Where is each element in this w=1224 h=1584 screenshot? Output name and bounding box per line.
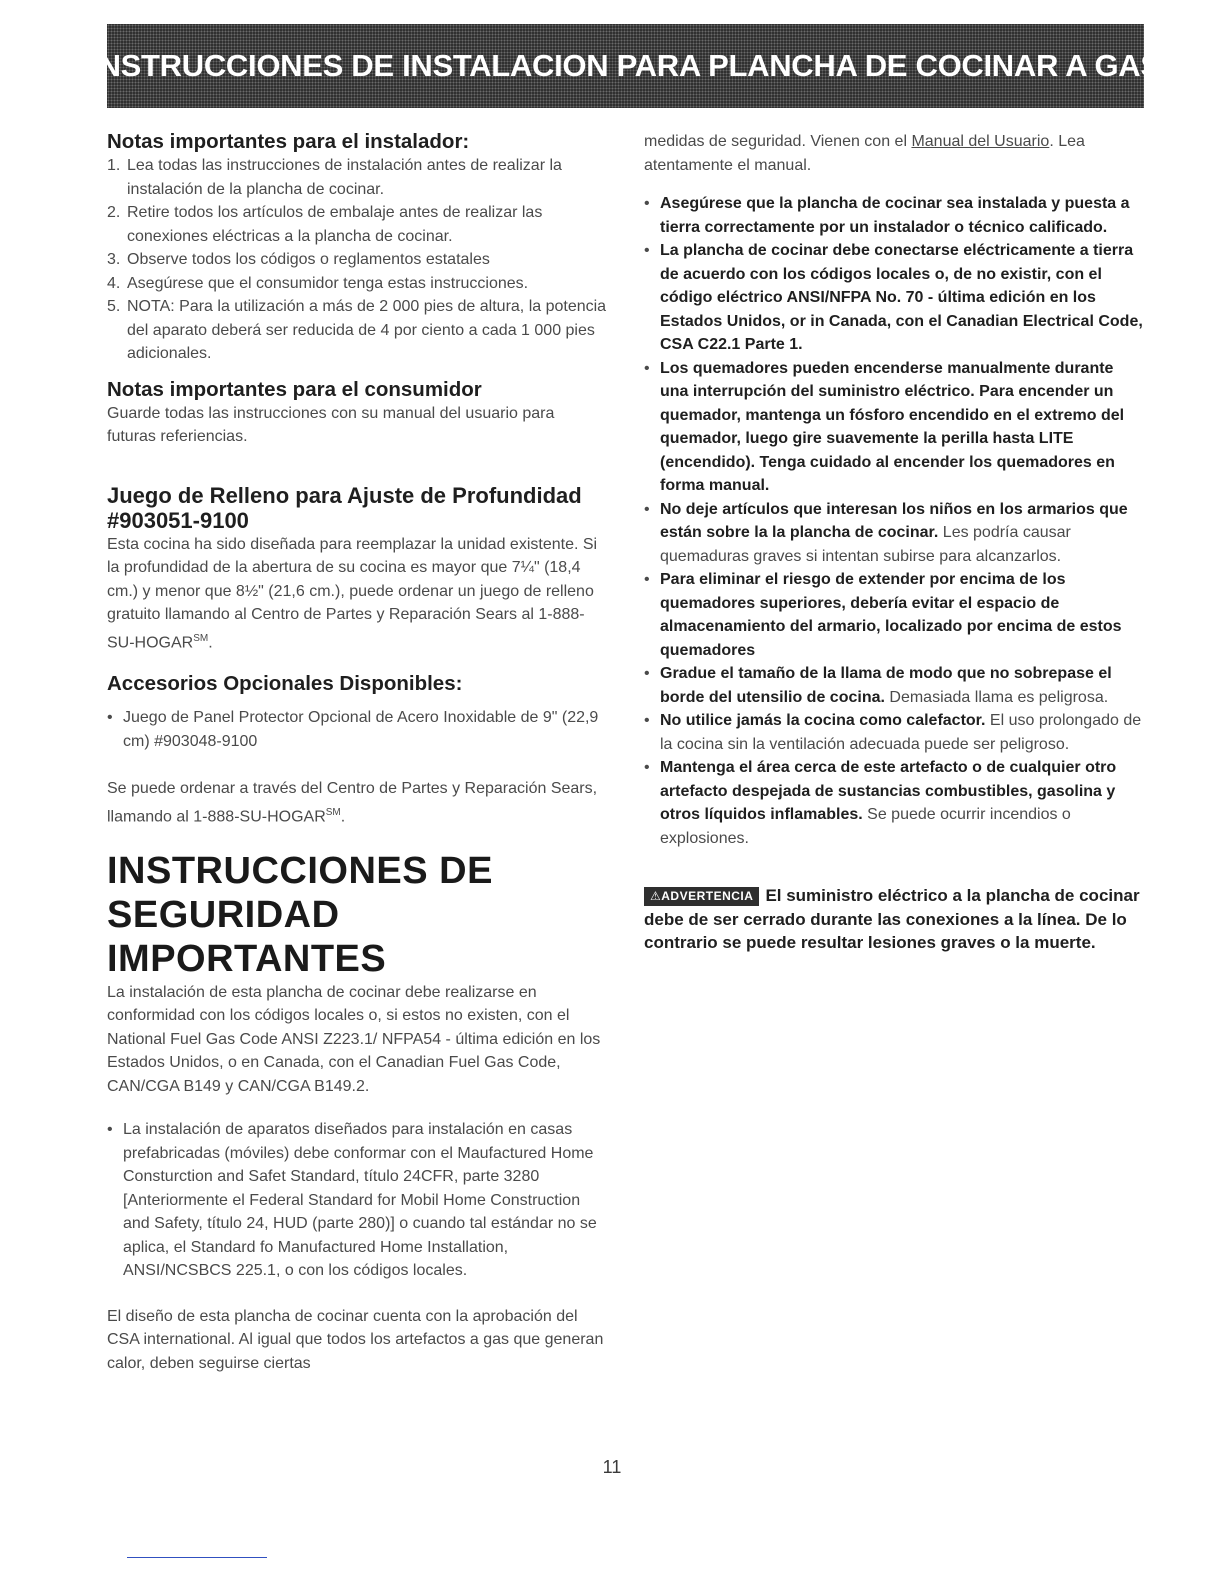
item-text: Asegúrese que el consumidor tenga estas instrucciones. xyxy=(127,274,529,292)
item-number: 4. xyxy=(107,274,121,292)
item-number: 1. xyxy=(107,157,121,174)
accessories-heading: Accesorios Opcionales Disponibles: xyxy=(107,672,463,696)
item-number: 5. xyxy=(107,298,121,315)
manual-link[interactable]: Manual del Usuario xyxy=(911,133,1050,150)
item-text: Observe todos los códigos o reglamentos estatales xyxy=(127,251,490,268)
design-text: El diseño de esta plancha de cocinar cuenta con la aprobación del CSA international. Al igual que todos los artefactos a gas que generan calor, deben seguirse ciertas xyxy=(107,1307,604,1372)
bullet-bold: No deje artículos que interesan los niños en los armarios que están sobre la la plancha de cocinar. xyxy=(660,500,1128,541)
safety-bullet-list xyxy=(644,192,1144,850)
safety-intro: La instalación de esta plancha de cocinar debe realizarse en conformidad con los códigos locales o, si estos no existen, con el National Fuel Gas Code ANSI Z223.1/ NFPA54 - última edición en los Estados Unidos, o en Canada, con el Canadian Fuel Gas Code, CAN/CGA B149 y CAN/CGA B149.2. xyxy=(107,983,601,1095)
continued-text xyxy=(644,130,1144,177)
accessories-list xyxy=(107,706,607,753)
safety-bullet xyxy=(644,756,1144,850)
fill-kit-text xyxy=(107,533,607,655)
safety-title-line2: SEGURIDAD IMPORTANTES xyxy=(107,893,387,980)
order-end: . xyxy=(340,808,346,826)
mobile-home-list xyxy=(107,1118,607,1283)
consumer-text: Guarde todas las instrucciones con su manual del usuario para futuras referiencias. xyxy=(107,404,555,445)
banner-title: INSTRUCCIONES DE INSTALACION PARA PLANCHA DE COCINAR A GAS xyxy=(90,48,1161,83)
installer-list xyxy=(107,154,607,366)
order-body: Se puede ordenar a través del Centro de Partes y Reparación Sears, llamando al 1-888-SU-HOGAR xyxy=(107,780,598,826)
list-item: • La instalación de aparatos diseñados para instalación en casas prefabricadas (móviles) debe conformar con el Maufactured Home Consturction and Safet Standard, título 24CFR, parte 3280 [Anteriormente el Federal Standard for Mobil Home Construction and Safety, título 24, HUD (parte 280)] o cuando tal estándar no se aplica, el Standard fo Manufactured Home Installation, ANSI/NCSBCS 225.1, o con los códigos locales. xyxy=(107,1118,607,1283)
list-item xyxy=(107,248,607,272)
bullet-normal: Se puede ocurrir incendios o explosiones. xyxy=(660,806,1071,847)
bullet-normal: Demasiada llama es peligrosa. xyxy=(884,688,1109,706)
list-item xyxy=(107,295,607,366)
installer-heading: Notas importantes para el instalador: xyxy=(107,130,470,153)
fill-kit-body: Esta cocina ha sido diseñada para reemplazar la unidad existente. Si la profundidad de la abertura de su cocina es mayor que 7¼" (18,4 cm.) y menor que 8½" (21,6 cm.), puede ordenar un juego de relleno gratuito llamando al Centro de Partes y Reparación Sears al 1-888-SU-HOGAR xyxy=(107,535,598,651)
item-number: 2. xyxy=(107,204,121,221)
service-mark: SM xyxy=(193,632,209,644)
warning-badge: ⚠ADVERTENCIA xyxy=(644,887,759,906)
bullet-normal: El uso prolongado de la cocina sin la ventilación adecuada puede ser peligroso. xyxy=(660,712,1142,753)
list-item xyxy=(107,272,607,296)
safety-bullet xyxy=(644,662,1144,709)
fill-kit-heading: Juego de Relleno para Ajuste de Profundidad #903051-9100 xyxy=(107,482,582,533)
right-column xyxy=(644,130,1144,955)
bullet-bold: Gradue el tamaño de la llama de modo que no sobrepase el borde del utensilio de cocina. xyxy=(660,665,1112,706)
bullet-bold: La plancha de cocinar debe conectarse eléctricamente a tierra de acuerdo con los códigos locales o, de no existir, con el código eléctrico ANSI/NFPA No. 70 - última edición en los Estados Unidos, or in Canada, con el Canadian Electrical Code, CSA C22.1 Parte 1. xyxy=(660,242,1143,353)
continued-end: . Lea atentamente el manual. xyxy=(644,133,1085,174)
bullet-bold: Los quemadores pueden encenderse manualmente durante una interrupción del suministro eléctrico. Para encender un quemador, mantenga un fósforo encendido en el extremo del quemador, luego gire suavemente la perilla hasta LITE (encendido). Tenga cuidado al encender los quemadores en forma manual. xyxy=(660,359,1125,494)
safety-bullet xyxy=(644,709,1144,756)
continued-body: medidas de seguridad. Vienen con el xyxy=(644,133,912,150)
list-item xyxy=(107,154,607,201)
footer-divider xyxy=(127,1557,267,1558)
fill-kit-end: . xyxy=(208,633,213,651)
safety-bullet xyxy=(644,239,1144,357)
item-text: Retire todos los artículos de embalaje antes de realizar las conexiones eléctricas a la plancha de cocinar. xyxy=(127,204,543,245)
safety-title-line1: INSTRUCCIONES DE xyxy=(107,849,493,892)
safety-title xyxy=(107,849,607,981)
bullet-bold: Mantenga el área cerca de este artefacto o de cualquier otro artefacto despejada de sustancias combustibles, gasolina y otros líquidos inflamables. xyxy=(660,759,1117,823)
item-text: NOTA: Para la utilización a más de 2 000 pies de altura, la potencia del aparato deberá ser reducida de 4 por ciento a cada 1 000 pies adicionales. xyxy=(127,298,607,362)
accessories-order-text xyxy=(107,777,607,828)
safety-bullet xyxy=(644,192,1144,239)
warning-block xyxy=(644,884,1144,955)
bullet-bold: Asegúrese que la plancha de cocinar sea instalada y puesta a tierra correctamente por un instalador o técnico calificado. xyxy=(660,195,1130,236)
item-text: Lea todas las instrucciones de instalación antes de realizar la instalación de la plancha de cocinar. xyxy=(127,157,562,198)
safety-bullet xyxy=(644,357,1144,498)
consumer-heading: Notas importantes para el consumidor xyxy=(107,377,482,401)
list-item: • Juego de Panel Protector Opcional de Acero Inoxidable de 9" (22,9 cm) #903048-9100 xyxy=(107,706,607,753)
title-banner xyxy=(90,24,1161,108)
bullet-bold: Para eliminar el riesgo de extender por encima de los quemadores superiores, debería evitar el espacio de almacenamiento del armario, localizado por encima de estos quemadores xyxy=(660,571,1122,659)
bullet-bold: No utilice jamás la cocina como calefactor. xyxy=(660,712,986,729)
service-mark: SM xyxy=(325,806,341,818)
bullet-normal: Les podría causar quemaduras graves si intentan subirse para alcanzarlos. xyxy=(660,524,1071,565)
list-item xyxy=(107,201,607,248)
safety-bullet xyxy=(644,568,1144,662)
safety-bullet xyxy=(644,498,1144,569)
item-number: 3. xyxy=(107,251,121,268)
warning-text: El suministro eléctrico a la plancha de cocinar debe de ser cerrado durante las conexiones a la línea. De lo contrario se puede resultar lesiones graves o la muerte. xyxy=(644,886,1140,952)
page-number: 11 xyxy=(602,1457,622,1477)
left-column xyxy=(107,130,607,1375)
